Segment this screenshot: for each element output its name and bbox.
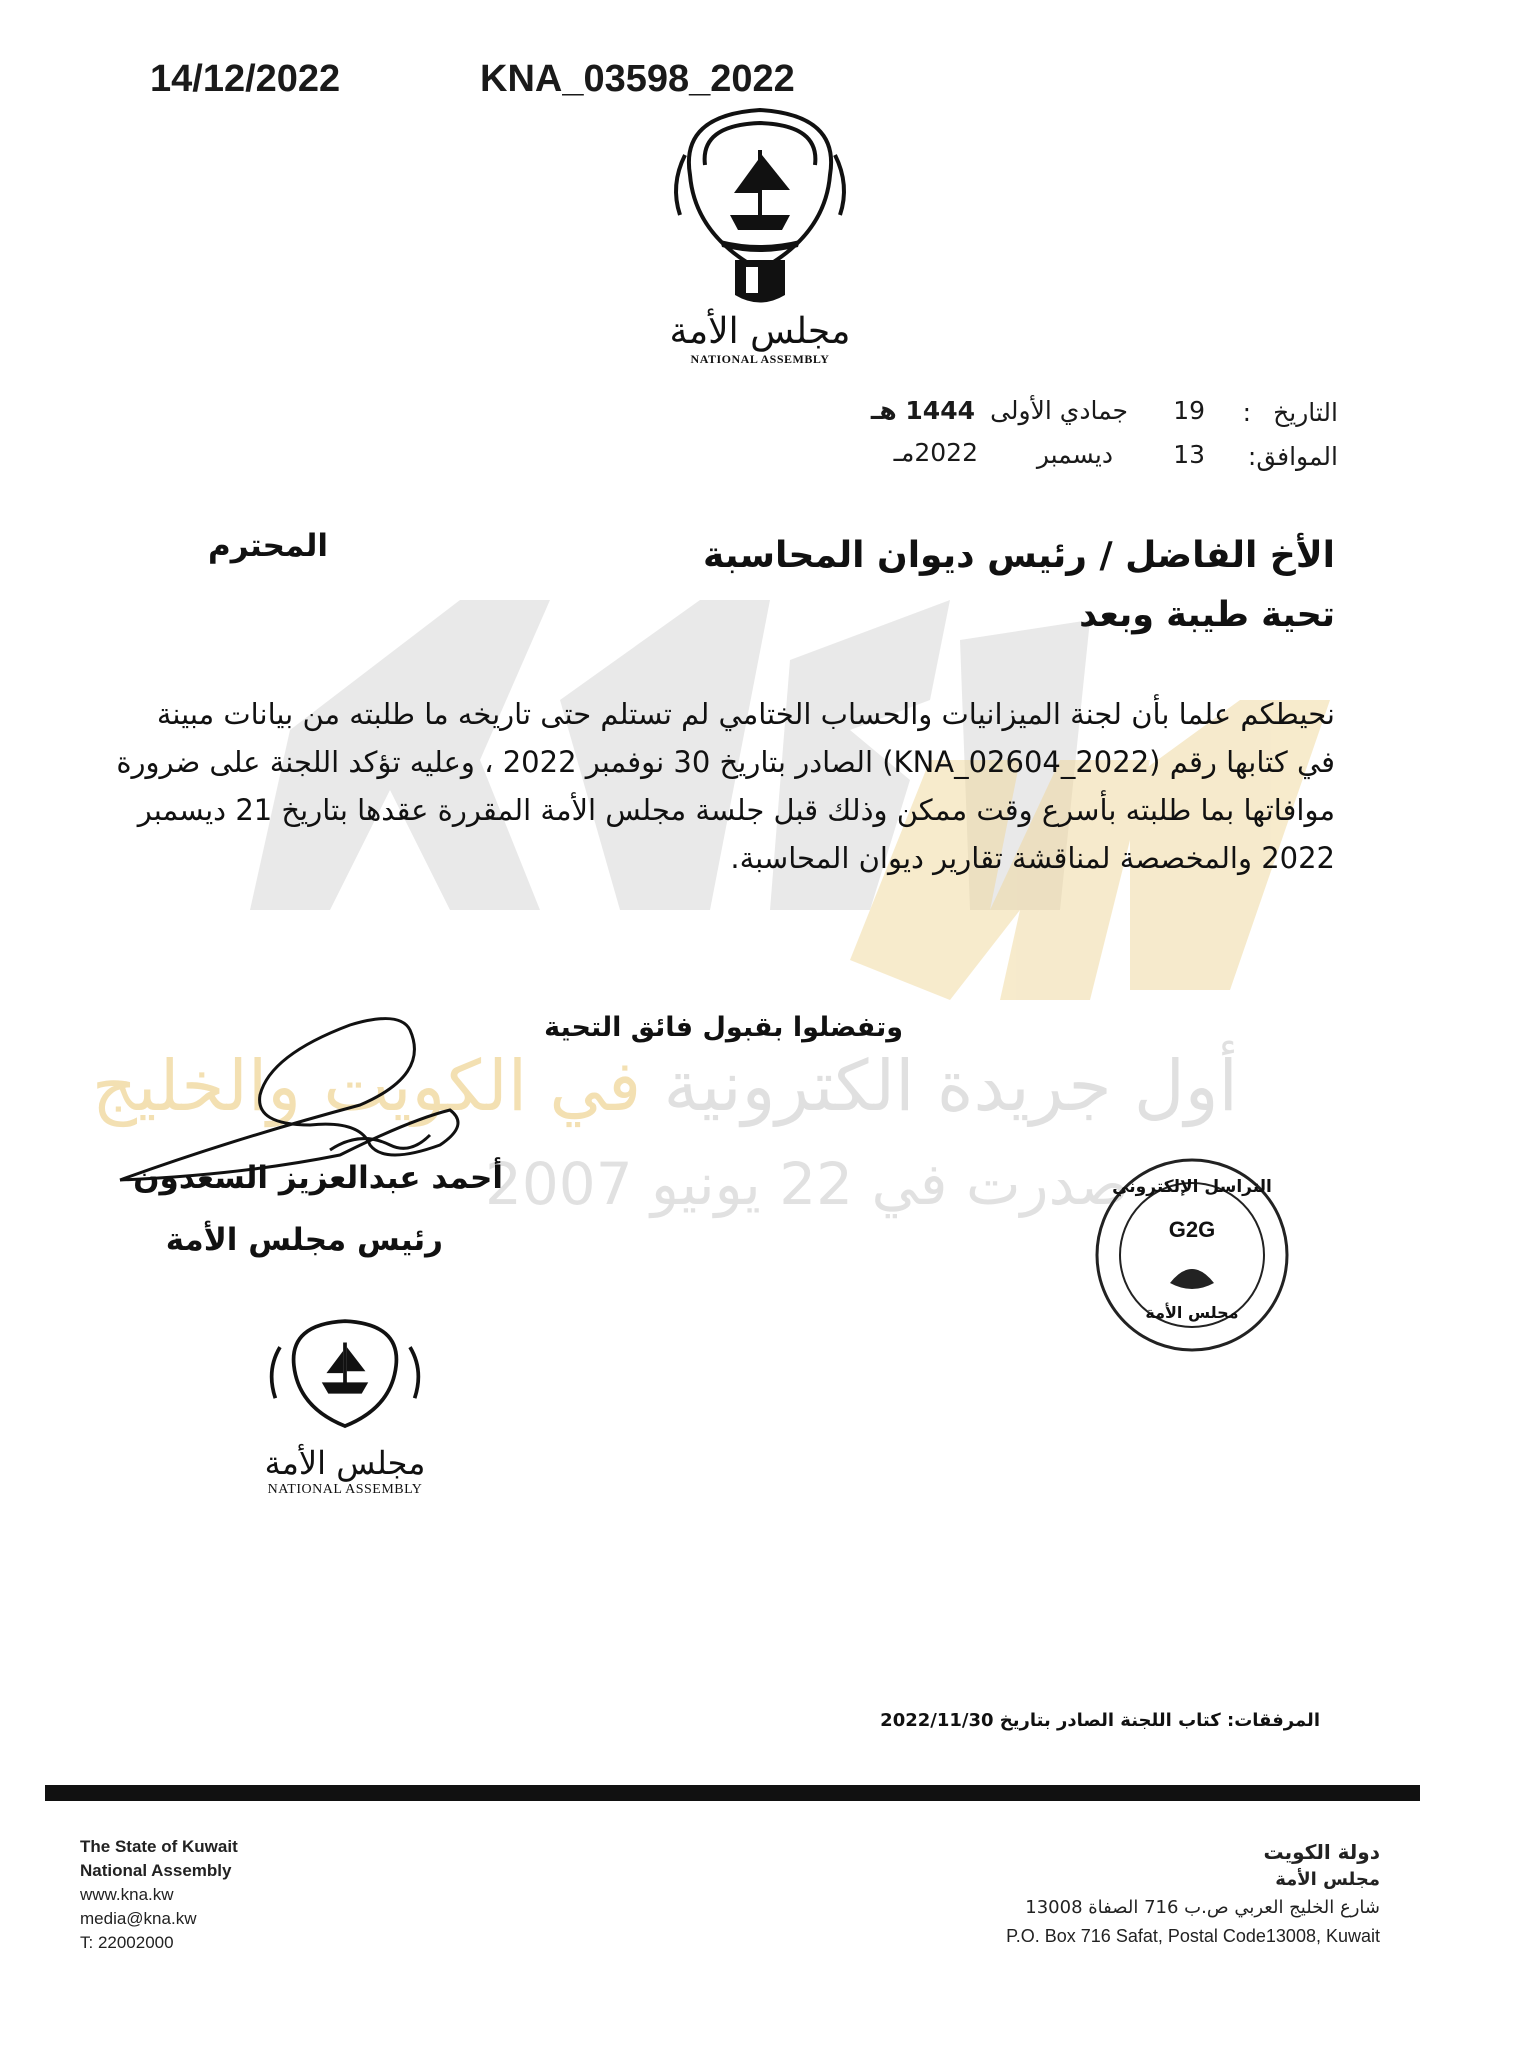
footer-rule (45, 1785, 1420, 1801)
footer-english (80, 1835, 238, 1955)
letter-body (116, 690, 1335, 882)
footer-assembly-name: National Assembly (80, 1861, 232, 1880)
stamp-ring-text: التراسل الإلكتروني (1112, 1177, 1272, 1197)
stamp-bottom-text: مجلس الأمة (1145, 1303, 1239, 1322)
emblem-bottom-arabic-name: مجلس الأمة (264, 1444, 426, 1482)
reference-number: KNA_03598_2022 (480, 58, 795, 100)
signatory-title: رئيس مجلس الأمة (165, 1222, 443, 1258)
footer-website-link[interactable]: www.kna.kw (80, 1885, 174, 1904)
honorific: المحترم (208, 528, 329, 564)
footer-state-name: The State of Kuwait (80, 1837, 238, 1856)
greeting: تحية طيبة وبعد (1079, 595, 1335, 635)
gregorian-year: 2022مـ (893, 438, 978, 467)
closing: وتفضلوا بقبول فائق التحية (544, 1012, 903, 1043)
footer-en-address: P.O. Box 716 Safat, Postal Code13008, Kuwait (1006, 1926, 1380, 1946)
addressee: الأخ الفاضل / رئيس ديوان المحاسبة (703, 535, 1335, 576)
body-line-1: نحيطكم علما بأن لجنة الميزانيات والحساب الختامي لم تستلم حتى تاريخه ما طلبته من بيانات مبينة (156, 697, 1335, 731)
gregorian-month: ديسمبر (1036, 440, 1113, 469)
date-stamp: 14/12/2022 (150, 58, 341, 100)
footer-phone: T: 22002000 (80, 1933, 174, 1952)
kuwait-emblem-icon (660, 95, 860, 305)
gregorian-day: 13 (1173, 440, 1205, 469)
footer-ar-assembly-name: مجلس الأمة (1275, 1869, 1380, 1890)
watermark-tagline-start: أول جريدة الكترونية (663, 1045, 1238, 1127)
footer-email-link[interactable]: media@kna.kw (80, 1909, 197, 1928)
gregorian-date-label: الموافق: (1247, 442, 1338, 471)
footer-ar-address: شارع الخليج العربي ص.ب 716 الصفاة 13008 (1025, 1897, 1380, 1918)
hijri-day: 19 (1173, 396, 1205, 425)
watermark-founded: صدرت في 22 يونيو 2007 (485, 1150, 1129, 1218)
kuwait-emblem-small-icon (250, 1310, 440, 1440)
national-assembly-emblem-top (660, 95, 860, 380)
emblem-top-arabic-name: مجلس الأمة (669, 311, 851, 352)
signatory-name: أحمد عبدالعزيز السعدون (133, 1160, 503, 1196)
body-line-4: 2022 والمخصصة لمناقشة تقارير ديوان المحاسبة. (730, 841, 1335, 875)
emblem-bottom-english-name: NATIONAL ASSEMBLY (267, 1482, 423, 1497)
emblem-top-english-name: NATIONAL ASSEMBLY (690, 352, 830, 366)
footer-arabic (1006, 1838, 1380, 1950)
body-line-2: في كتابها رقم (KNA_02604_2022) الصادر بتاريخ 30 نوفمبر 2022 ، وعليه تؤكد اللجنة على ضرورة (116, 745, 1335, 779)
national-assembly-emblem-bottom (250, 1310, 440, 1510)
stamp-center-text: G2G (1168, 1217, 1216, 1242)
g2g-stamp (1092, 1155, 1292, 1355)
hijri-date-label: التاريخ (1273, 398, 1338, 427)
attachments-line: المرفقات: كتاب اللجنة الصادر بتاريخ 2022/11/30 (880, 1710, 1320, 1731)
hijri-date-colon: : (1242, 398, 1251, 427)
hijri-year: 1444 هـ (870, 396, 975, 425)
watermark-tagline-highlight: في الكويت والخليج (91, 1045, 642, 1127)
body-line-3: موافاتها بما طلبته بأسرع وقت ممكن وذلك قبل جلسة مجلس الأمة المقررة عقدها بتاريخ 21 ديسمبر (137, 793, 1335, 827)
footer-ar-state-name: دولة الكويت (1263, 1840, 1380, 1864)
hijri-month: جمادي الأولى (990, 396, 1128, 425)
